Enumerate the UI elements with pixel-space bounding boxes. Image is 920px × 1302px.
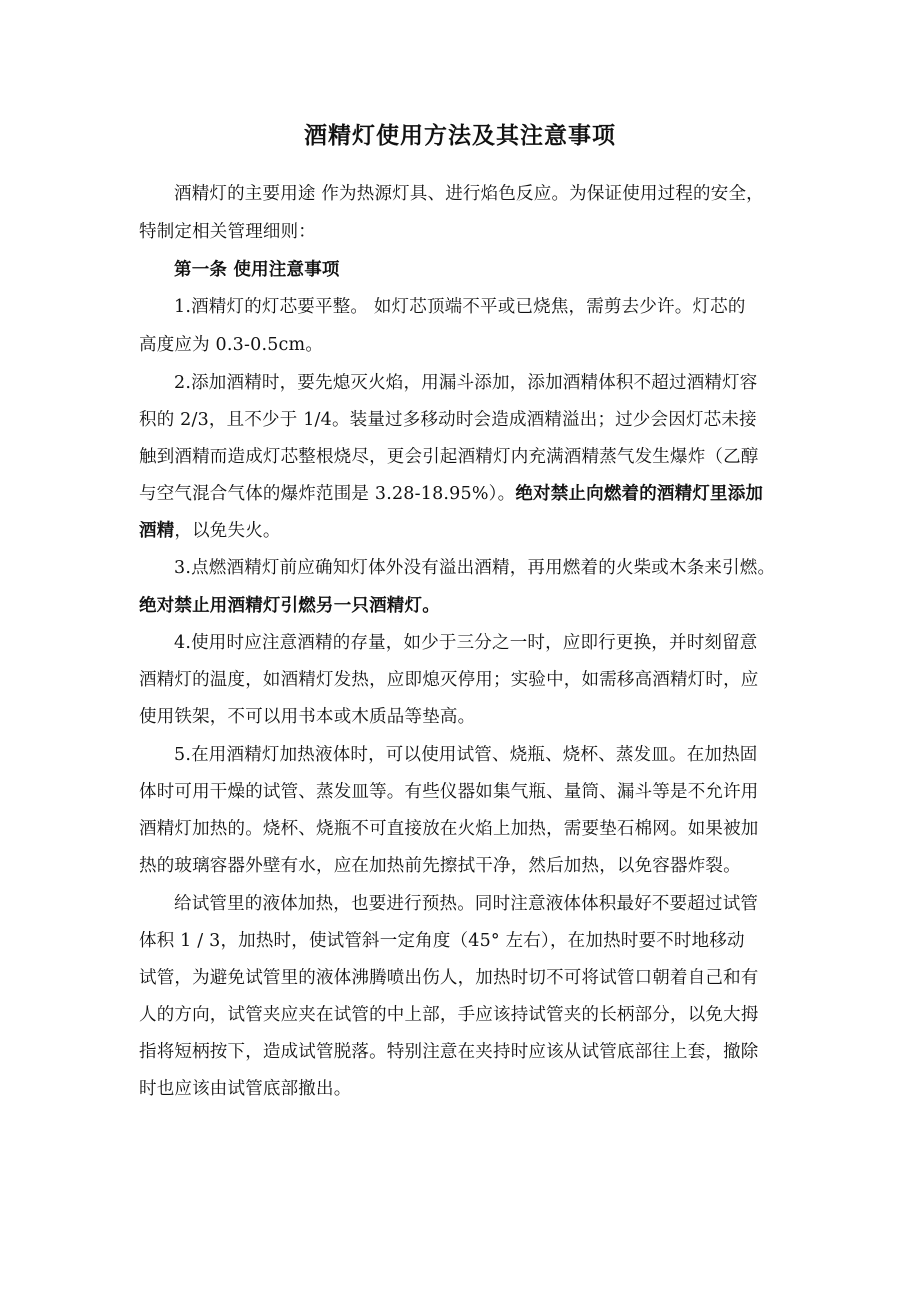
item5-line-3: 酒精灯加热的。烧杯、烧瓶不可直接放在火焰上加热，需要垫石棉网。如果被加 (139, 819, 759, 839)
item2-line-2: 积的 2/3，且不少于 1/4。装量过多移动时会造成酒精溢出；过少会因灯芯未接 (139, 410, 757, 430)
item1-line-2: 高度应为 0.3-0.5cm。 (139, 335, 324, 355)
item4-line-3: 使用铁架，不可以用书本或木质品等垫高。 (139, 707, 476, 727)
item4-line-2: 酒精灯的温度，如酒精灯发热，应即熄灭停用；实验中，如需移高酒精灯时，应 (139, 670, 759, 690)
tube-line-5: 指将短柄按下，造成试管脱落。特别注意在夹持时应该从试管底部往上套，撤除 (139, 1042, 759, 1062)
tube-line-2: 体积 1 / 3，加热时，使试管斜一定角度（45° 左右），在加热时要不时地移动 (139, 931, 745, 951)
item2-line-4 (139, 480, 799, 508)
item2-warning-part-2: 酒精 (139, 521, 175, 541)
item3-line-1: 3.点燃酒精灯前应确知灯体外没有溢出酒精，再用燃着的火柴或木条来引燃。 (174, 558, 776, 578)
intro-line-1: 酒精灯的主要用途 作为热源灯具、进行焰色反应。为保证使用过程的安全， (174, 184, 764, 204)
intro-line-2: 特制定相关管理细则： (139, 222, 316, 242)
item2-warning-part-1: 绝对禁止向燃着的酒精灯里添加 (515, 484, 764, 504)
tube-line-6: 时也应该由试管底部撤出。 (139, 1079, 352, 1099)
item2-line-5 (139, 517, 799, 545)
item5-line-4: 热的玻璃容器外壁有水，应在加热前先擦拭干净，然后加热，以免容器炸裂。 (139, 856, 741, 876)
item2-line-1: 2.添加酒精时，要先熄灭火焰，用漏斗添加，添加酒精体积不超过酒精灯容 (174, 373, 758, 393)
item2-line-4-text: 与空气混合气体的爆炸范围是 3.28-18.95%）。 (139, 484, 516, 504)
item5-line-1: 5.在用酒精灯加热液体时，可以使用试管、烧瓶、烧杯、蒸发皿。在加热固 (174, 745, 758, 765)
page-title: 酒精灯使用方法及其注意事项 (304, 122, 616, 149)
item3-warning: 绝对禁止用酒精灯引燃另一只酒精灯。 (139, 596, 440, 616)
item5-line-2: 体时可用干燥的试管、蒸发皿等。有些仪器如集气瓶、量筒、漏斗等是不允许用 (139, 782, 759, 802)
tube-line-3: 试管，为避免试管里的液体沸腾喷出伤人，加热时切不可将试管口朝着自己和有 (139, 968, 759, 988)
item2-line-5-text: ，以免失火。 (174, 521, 281, 541)
item2-line-3: 触到酒精而造成灯芯整根烧尽，更会引起酒精灯内充满酒精蒸气发生爆炸（乙醇 (139, 447, 759, 467)
tube-line-4: 人的方向，试管夹应夹在试管的中上部，手应该持试管夹的长柄部分，以免大拇 (139, 1005, 759, 1025)
tube-line-1: 给试管里的液体加热，也要进行预热。同时注意液体体积最好不要超过试管 (174, 894, 759, 914)
section-heading: 第一条 使用注意事项 (174, 260, 340, 280)
item1-line-1: 1.酒精灯的灯芯要平整。 如灯芯顶端不平或已烧焦，需剪去少许。灯芯的 (174, 297, 746, 317)
item4-line-1: 4.使用时应注意酒精的存量，如少于三分之一时，应即行更换，并时刻留意 (174, 633, 758, 653)
